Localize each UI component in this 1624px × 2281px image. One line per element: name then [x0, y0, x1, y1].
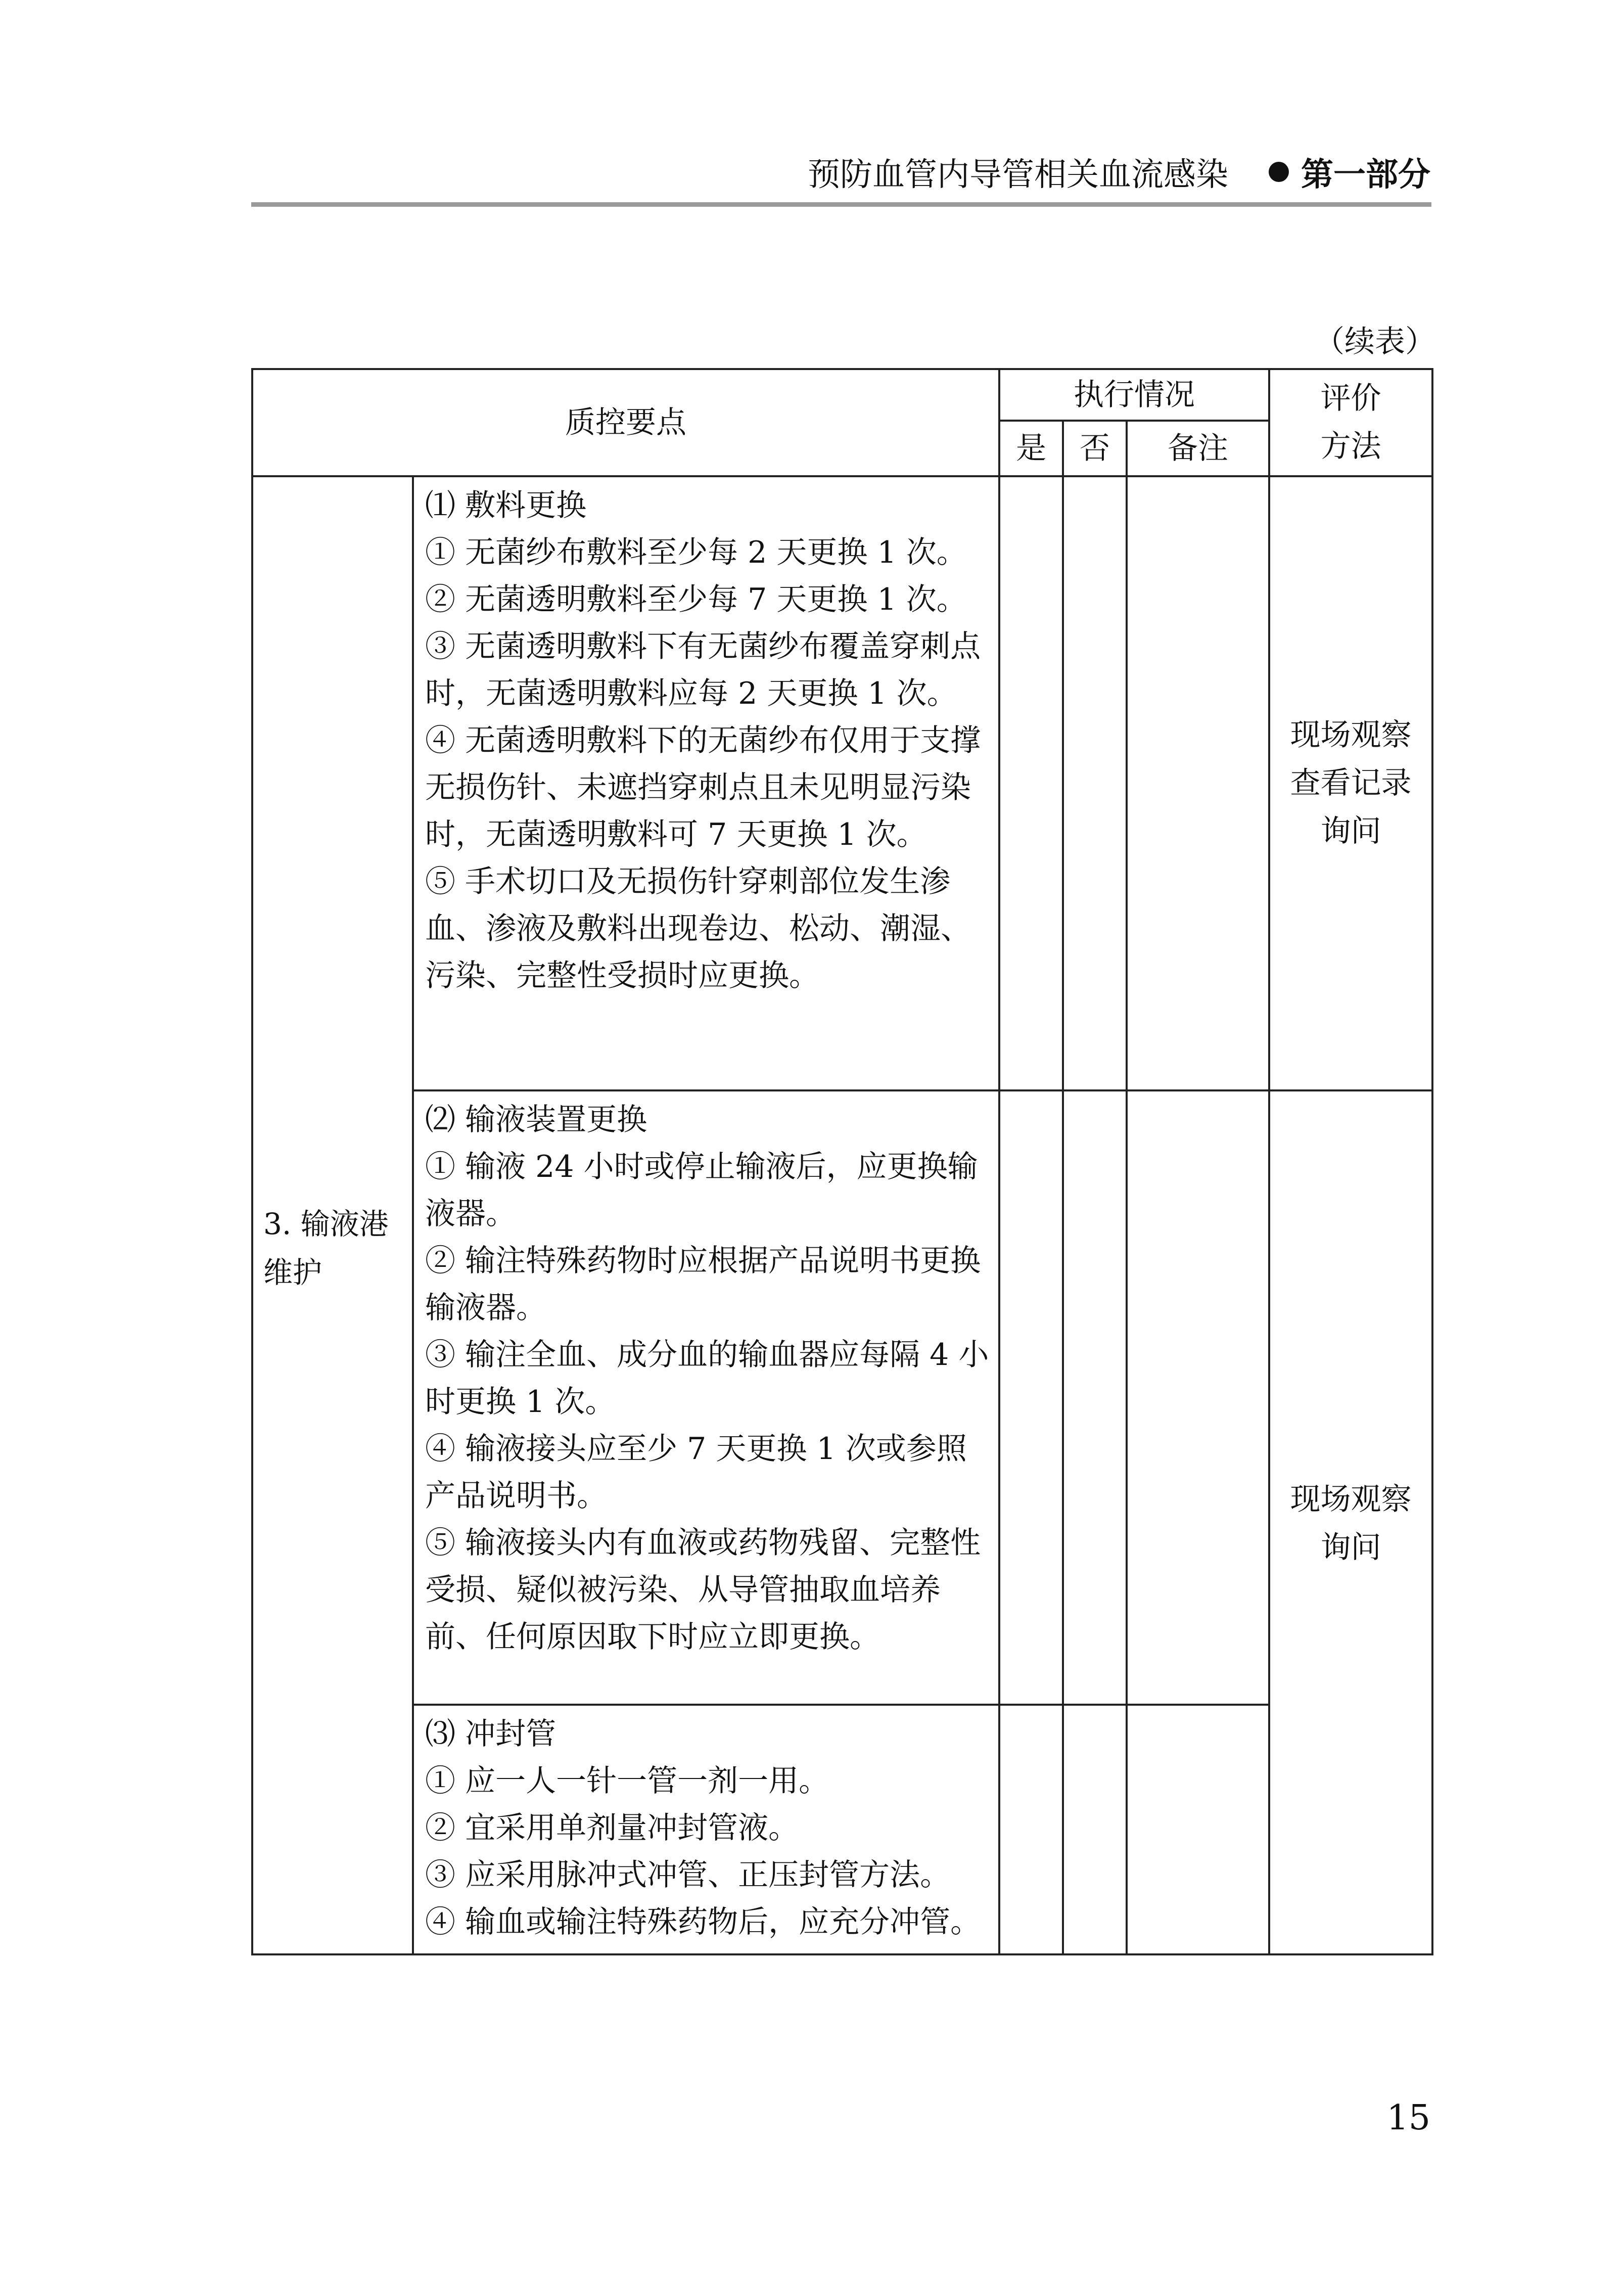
list-item: ② 无菌透明敷料至少每 7 天更换 1 次。 — [425, 582, 967, 617]
header-evaluation-line1: 评价 — [1320, 381, 1381, 416]
category-line1: 3. 输液港 — [263, 1207, 389, 1241]
yes-cell — [999, 476, 1063, 1090]
list-item: ② 输注特殊药物时应根据产品说明书更换输液器。 — [425, 1243, 981, 1326]
category-cell — [252, 476, 413, 1954]
list-item: ⑤ 手术切口及无损伤针穿刺部位发生渗血、渗液及敷料出现卷边、松动、潮湿、污染、完整性受损时应更换。 — [425, 864, 971, 993]
header-quality-points: 质控要点 — [252, 369, 999, 476]
list-item: ① 应一人一针一管一剂一用。 — [425, 1763, 829, 1799]
list-item: ② 宜采用单剂量冲封管液。 — [425, 1810, 799, 1846]
no-cell — [1063, 1090, 1127, 1705]
list-item: ① 输液 24 小时或停止输液后，应更换输液器。 — [425, 1149, 978, 1231]
list-item: ⑤ 输液接头内有血液或药物残留、完整性受损、疑似被污染、从导管抽取血培养前、任何原因取下时应立即更换。 — [425, 1525, 981, 1655]
remarks-cell — [1127, 1090, 1269, 1705]
header-evaluation — [1269, 369, 1432, 476]
list-item: ③ 输注全血、成分血的输血器应每隔 4 小时更换 1 次。 — [425, 1337, 989, 1420]
table-row — [252, 1705, 1432, 1954]
no-cell — [1063, 476, 1127, 1090]
method-cell — [1269, 476, 1432, 1090]
header-part: 第一部分 — [1301, 156, 1430, 194]
section-title: ⑵ 输液装置更换 — [425, 1102, 647, 1137]
section-dressing-change — [413, 476, 999, 1090]
method-line: 询问 — [1320, 1530, 1381, 1565]
method-cell — [1269, 1090, 1432, 1954]
list-item: ③ 无菌透明敷料下有无菌纱布覆盖穿刺点时，无菌透明敷料应每 2 天更换 1 次。 — [425, 629, 981, 711]
list-item: ④ 无菌透明敷料下的无菌纱布仅用于支撑无损伤针、未遮挡穿刺点且未见明显污染时，无菌透明敷料可 7 天更换 1 次。 — [425, 723, 981, 852]
list-item: ③ 应采用脉冲式冲管、正压封管方法。 — [425, 1857, 951, 1893]
section-title: ⑶ 冲封管 — [425, 1716, 556, 1752]
section-title: ⑴ 敷料更换 — [425, 488, 587, 523]
bullet-dot-icon — [1269, 162, 1289, 182]
table-row — [252, 1090, 1432, 1705]
remarks-cell — [1127, 476, 1269, 1090]
list-item: ④ 输血或输注特殊药物后，应充分冲管。 — [425, 1904, 981, 1940]
header-evaluation-line2: 方法 — [1320, 429, 1381, 464]
header-remarks: 备注 — [1127, 421, 1269, 476]
method-line: 查看记录 — [1290, 765, 1412, 801]
remarks-cell — [1127, 1705, 1269, 1954]
yes-cell — [999, 1090, 1063, 1705]
quality-control-table — [251, 368, 1433, 1955]
header-yes: 是 — [999, 421, 1063, 476]
method-line: 现场观察 — [1290, 717, 1412, 753]
list-item: ④ 输液接头应至少 7 天更换 1 次或参照产品说明书。 — [425, 1431, 967, 1514]
section-infusion-device-change — [413, 1090, 999, 1705]
list-item: ① 无菌纱布敷料至少每 2 天更换 1 次。 — [425, 535, 967, 570]
page-number: 15 — [1386, 2098, 1430, 2138]
no-cell — [1063, 1705, 1127, 1954]
header-no: 否 — [1063, 421, 1127, 476]
section-flush-lock — [413, 1705, 999, 1954]
header-title: 预防血管内导管相关血流感染 — [808, 156, 1228, 194]
header-rule — [251, 202, 1431, 207]
continued-label: （续表） — [1314, 324, 1435, 359]
running-header — [253, 152, 1430, 192]
yes-cell — [999, 1705, 1063, 1954]
header-execution: 执行情况 — [999, 369, 1269, 421]
category-line2: 维护 — [263, 1255, 322, 1290]
method-line: 询问 — [1320, 813, 1381, 849]
table-row — [252, 476, 1432, 1090]
method-line: 现场观察 — [1290, 1482, 1412, 1517]
